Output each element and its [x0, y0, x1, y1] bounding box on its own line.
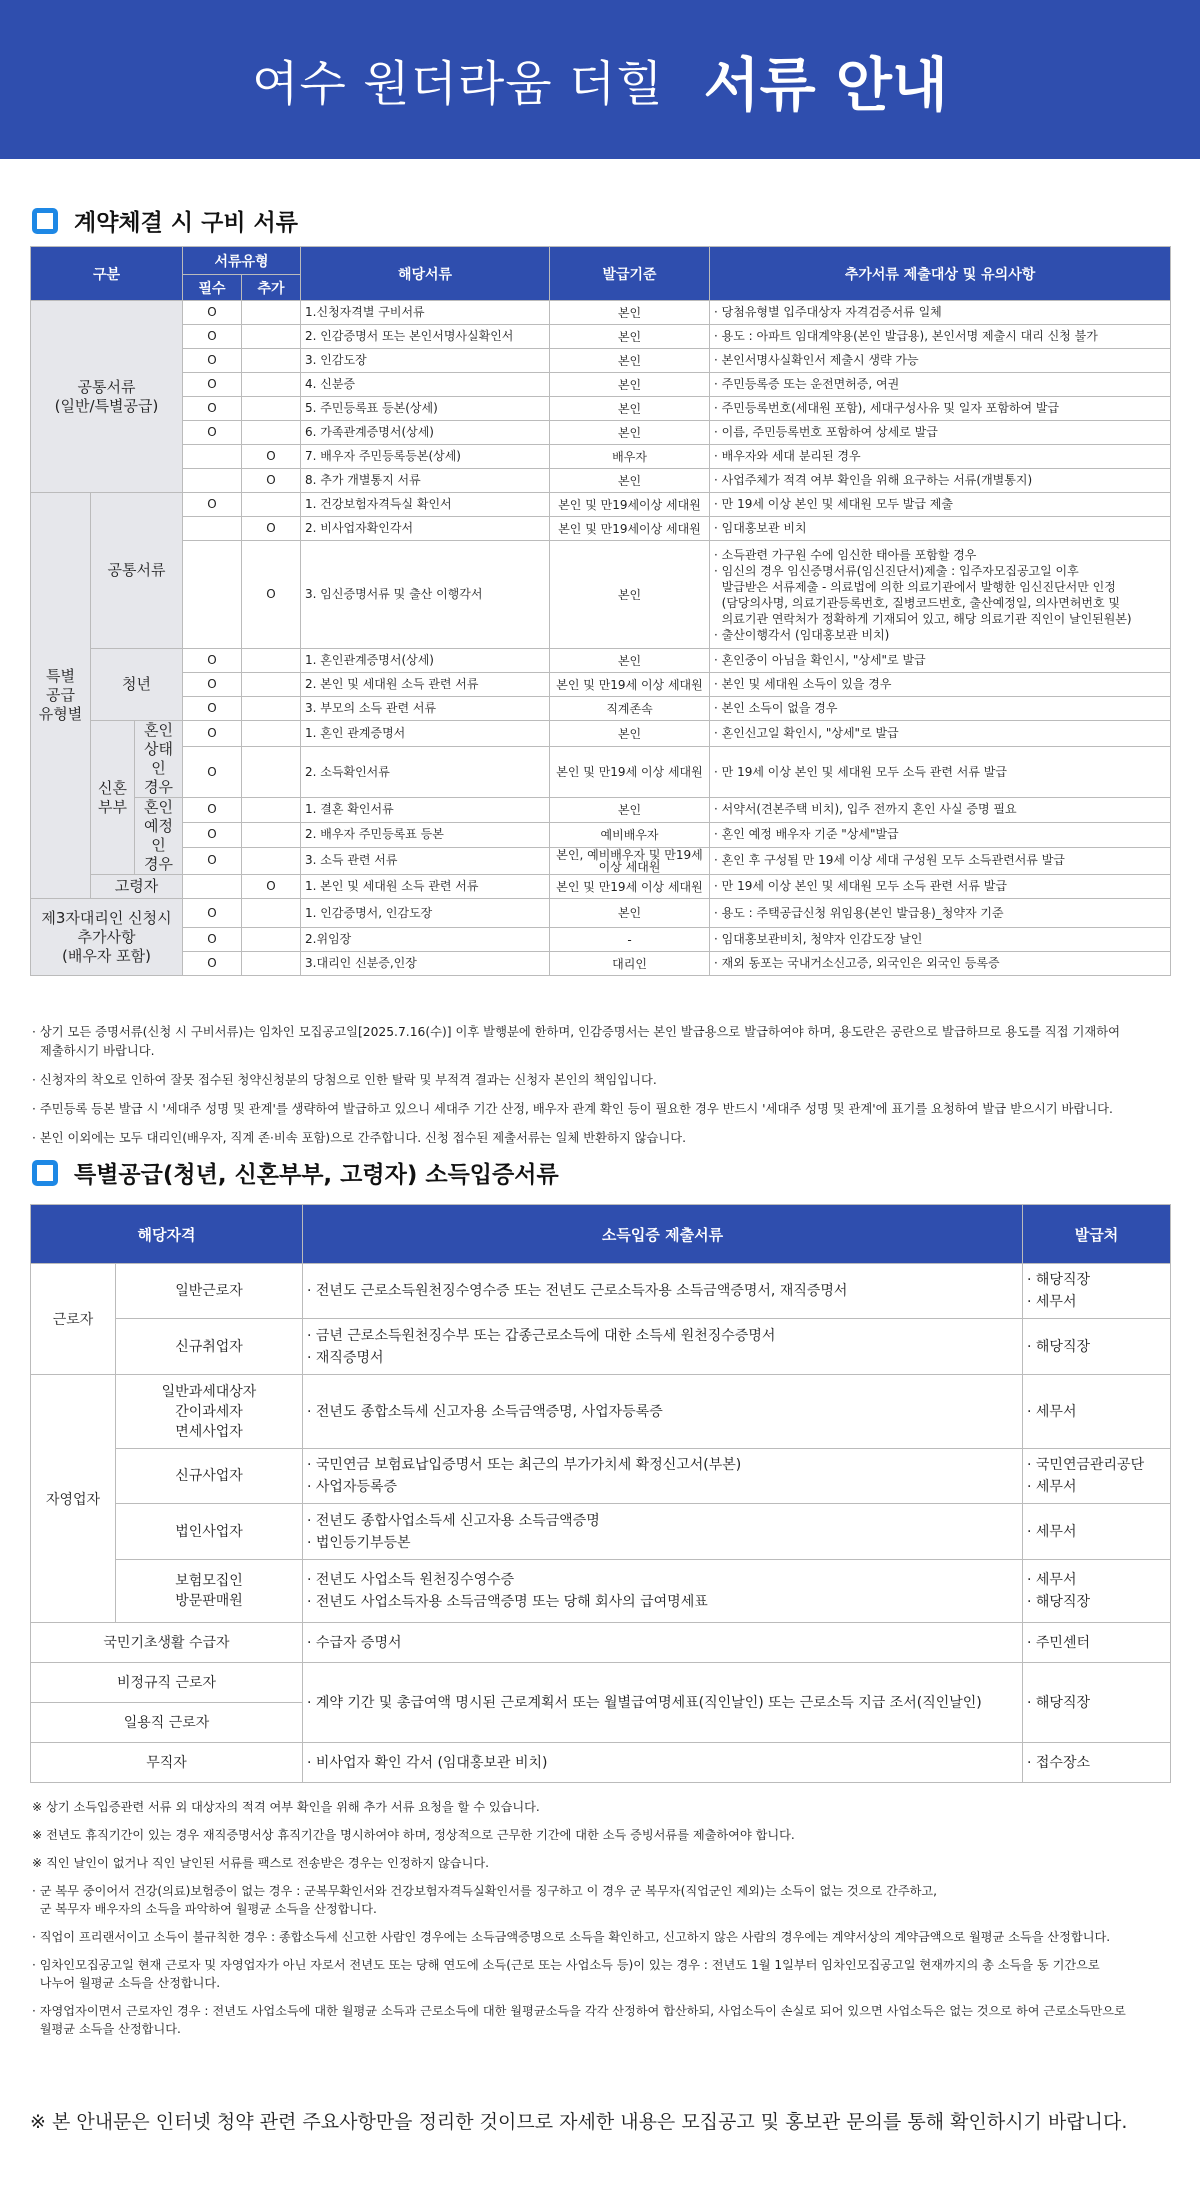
document-name: 4. 신분증: [301, 373, 550, 397]
additional-mark: [242, 928, 301, 952]
document-name: 5. 주민등록표 등본(상세): [301, 397, 550, 421]
table-row: [31, 747, 1171, 798]
additional-mark: [242, 493, 301, 517]
note: · 본인서명사실확인서 제출시 생략 가능: [710, 349, 1171, 373]
doc-line: · 금년 근로소득원천징수부 또는 갑종근로소득에 대한 소득세 원천징수증명서: [307, 1327, 776, 1344]
header-title-bold: 서류 안내: [703, 50, 948, 119]
document-name: 2.위임장: [301, 928, 550, 952]
additional-mark: [242, 397, 301, 421]
required-mark: O: [183, 697, 242, 721]
note: · 사업주체가 적격 여부 확인을 위해 요구하는 서류(개별통지): [710, 469, 1171, 493]
table-row: [31, 649, 1171, 673]
income-documents: [303, 1663, 1023, 1743]
table-row: [31, 721, 1171, 747]
issuing-office: [1023, 1560, 1171, 1623]
header-additional: 추가: [242, 275, 301, 301]
issuer-line: · 세무서: [1027, 1403, 1077, 1420]
required-mark: [183, 875, 242, 899]
group-youth: 청년: [91, 649, 183, 721]
qualification: 일용직 근로자: [31, 1703, 303, 1743]
issuer: 본인: [550, 541, 710, 649]
document-name: 3. 인감도장: [301, 349, 550, 373]
table-row: [31, 1449, 1171, 1504]
income-documents: [303, 1449, 1023, 1504]
note-line: · 상기 모든 증명서류(신청 시 구비서류)는 임차인 모집공고일[2025.7.16(수)] 이후 발행분에 한하며, 인감증명서는 본인 발급용으로 발급하여야 하며, 용도란은 공란으로 발급하므로 용도를 직접 기재하여: [32, 1025, 1120, 1039]
document-name: 7. 배우자 주민등록등본(상세): [301, 445, 550, 469]
issuer-line: · 주민센터: [1027, 1634, 1090, 1651]
qualification: 법인사업자: [116, 1504, 303, 1560]
page-header: [0, 0, 1200, 159]
issuer: 본인: [550, 649, 710, 673]
table-row: [31, 1319, 1171, 1375]
issuer-line: · 해당직장: [1027, 1594, 1090, 1610]
document-name: 1. 결혼 확인서류: [301, 798, 550, 823]
doc-line: · 법인등기부등본: [307, 1534, 411, 1551]
group-newlywed: 신혼 부부: [91, 721, 135, 875]
issuer-line: · 해당직장: [1027, 1338, 1090, 1355]
note-line: · 신청자의 착오로 인하여 잘못 접수된 청약신청분의 당첨으로 인한 탈락 및 부적격 결과는 신청자 본인의 책임입니다.: [32, 1073, 657, 1087]
group-common: 공통서류 (일반/특별공급): [31, 301, 183, 493]
document-name: 2. 본인 및 세대원 소득 관련 서류: [301, 673, 550, 697]
header-doc-type: 서류유형: [183, 247, 301, 275]
group-special-common: 공통서류: [91, 493, 183, 649]
note-line: · 소득관련 가구원 수에 임신한 태아를 포함할 경우: [714, 547, 977, 562]
note: · 배우자와 세대 분리된 경우: [710, 445, 1171, 469]
table-row: [31, 445, 1171, 469]
document-name: 1. 혼인관계증명서(상세): [301, 649, 550, 673]
additional-mark: [242, 952, 301, 976]
table-row: [31, 421, 1171, 445]
note-line: · 주민등록 등본 발급 시 '세대주 성명 및 관계'를 생략하여 발급하고 있으니 세대주 기간 산정, 배우자 관계 확인 등이 필요한 경우 반드시 '세대주 성명 및 관계'에 표기를 요청하여 발급 받으시기 바랍니다.: [32, 1102, 1113, 1116]
qualification: 일반과세대상자 간이과세자 면세사업자: [116, 1375, 303, 1449]
note-line: · 본인 이외에는 모두 대리인(배우자, 직계 존·비속 포함)으로 간주합니다. 신청 접수된 제출서류는 일체 반환하지 않습니다.: [32, 1131, 687, 1145]
group-worker: 근로자: [31, 1264, 116, 1375]
note: · 만 19세 이상 본인 및 세대원 모두 발급 제출: [710, 493, 1171, 517]
issuer: 본인 및 만19세이상 세대원: [550, 493, 710, 517]
checkbox-icon: [32, 208, 58, 234]
group-married: 혼인 상태인 경우: [135, 721, 183, 798]
document-name: 2. 인감증명서 또는 본인서명사실확인서: [301, 325, 550, 349]
note-line: · 출산이행각서 (임대홍보관 비치): [714, 627, 890, 642]
issuing-office: [1023, 1623, 1171, 1663]
group-planned: 혼인 예정인 경우: [135, 798, 183, 875]
additional-mark: O: [242, 445, 301, 469]
income-documents: [303, 1375, 1023, 1449]
section2-title: [32, 1156, 559, 1189]
additional-mark: [242, 325, 301, 349]
issuer: 본인: [550, 721, 710, 747]
income-documents: [303, 1504, 1023, 1560]
document-name: 1. 인감증명서, 인감도장: [301, 899, 550, 928]
document-name: 2. 소득확인서류: [301, 747, 550, 798]
doc-line: · 사업자등록증: [307, 1479, 398, 1495]
doc-line: · 재직증명서: [307, 1349, 384, 1366]
additional-mark: [242, 373, 301, 397]
doc-line: · 계약 기간 및 총급여액 명시된 근로계획서 또는 월별급여명세표(직인날인) 또는 근로소득 지급 조서(직인날인): [307, 1694, 982, 1711]
note-line: 군 복무자 배우자의 소득을 파악하여 월평균 소득을 산정합니다.: [32, 1902, 377, 1916]
table-row: [31, 673, 1171, 697]
doc-line: · 비사업자 확인 각서 (임대홍보관 비치): [307, 1754, 548, 1771]
required-mark: O: [183, 349, 242, 373]
additional-mark: [242, 673, 301, 697]
note-line: · 임신의 경우 임신증명서류(임신진단서)제출 : 입주자모집공고일 이후: [714, 563, 1079, 578]
header-required: 필수: [183, 275, 242, 301]
required-mark: [183, 541, 242, 649]
section2-title-text: 특별공급(청년, 신혼부부, 고령자) 소득입증서류: [74, 1162, 559, 1188]
note-line: · 임차인모집공고일 현재 근로자 및 자영업자가 아닌 자로서 전년도 또는 당해 연도에 소득(근로 또는 사업소득 등)이 있는 경우 : 전년도 1월 1일부터 임차인모집공고일 현재까지의 총 소득을 동 기간으로: [32, 1958, 1100, 1972]
contract-documents-table: [30, 246, 1171, 976]
required-mark: [183, 517, 242, 541]
note: · 서약서(견본주택 비치), 입주 전까지 혼인 사실 증명 필요: [710, 798, 1171, 823]
issuing-office: [1023, 1504, 1171, 1560]
additional-mark: [242, 798, 301, 823]
note-line: 나누어 월평균 소득을 산정합니다.: [32, 1976, 221, 1990]
issuer: 본인: [550, 349, 710, 373]
note-line: 의료기관 연락처가 정확하게 기재되어 있고, 해당 의료기관 직인이 날인된원본): [714, 611, 1132, 626]
table-row: [31, 899, 1171, 928]
additional-mark: [242, 747, 301, 798]
required-mark: O: [183, 325, 242, 349]
additional-mark: [242, 697, 301, 721]
note: · 혼인신고일 확인시, "상세"로 발급: [710, 721, 1171, 747]
table-row: [31, 397, 1171, 421]
note: · 이름, 주민등록번호 포함하여 상세로 발급: [710, 421, 1171, 445]
document-name: 3. 임신증명서류 및 출산 이행각서: [301, 541, 550, 649]
table-row: [31, 1560, 1171, 1623]
note-line: ※ 상기 소득입증관련 서류 외 대상자의 적격 여부 확인을 위해 추가 서류 요청을 할 수 있습니다.: [32, 1800, 540, 1814]
note: [710, 541, 1171, 649]
table-row: [31, 1743, 1171, 1783]
additional-mark: [242, 649, 301, 673]
required-mark: O: [183, 421, 242, 445]
note-line: · 군 복무 중이어서 건강(의료)보험증이 없는 경우 : 군복무확인서와 건강보험자격득실확인서를 징구하고 이 경우 군 복무자(직업군인 제외)는 소득이 없는 것으로 간주하고,: [32, 1884, 938, 1898]
additional-mark: O: [242, 517, 301, 541]
header-issuing-office: 발급처: [1023, 1205, 1171, 1264]
issuer: 본인 및 만19세이상 세대원: [550, 517, 710, 541]
table-row: [31, 493, 1171, 517]
qualification: 보험모집인 방문판매원: [116, 1560, 303, 1623]
footer-notice: ※ 본 안내문은 인터넷 청약 관련 주요사항만을 정리한 것이므로 자세한 내용은 모집공고 및 홍보관 문의를 통해 확인하시기 바랍니다.: [30, 2111, 1128, 2133]
note: · 혼인중이 아님을 확인시, "상세"로 발급: [710, 649, 1171, 673]
issuer: 대리인: [550, 952, 710, 976]
note: · 혼인 예정 배우자 기준 "상세"발급: [710, 822, 1171, 847]
note: · 주민등록번호(세대원 포함), 세대구성사유 및 일자 포함하여 발급: [710, 397, 1171, 421]
issuing-office: [1023, 1375, 1171, 1449]
note-line: 제출하시기 바랍니다.: [32, 1044, 155, 1058]
table-row: [31, 541, 1171, 649]
required-mark: O: [183, 899, 242, 928]
header-document: 해당서류: [301, 247, 550, 301]
table-row: [31, 1375, 1171, 1449]
issuer: 본인, 예비배우자 및 만19세 이상 세대원: [550, 847, 710, 874]
table-row: [31, 1504, 1171, 1560]
issuer-line: · 접수장소: [1027, 1754, 1090, 1771]
issuer: 본인: [550, 301, 710, 325]
income-documents: [303, 1264, 1023, 1319]
income-documents: [303, 1623, 1023, 1663]
table-row: [31, 952, 1171, 976]
required-mark: O: [183, 847, 242, 874]
note: · 임대홍보관비치, 청약자 인감도장 날인: [710, 928, 1171, 952]
table-row: [31, 469, 1171, 493]
note: · 재외 동포는 국내거소신고증, 외국인은 외국인 등록증: [710, 952, 1171, 976]
doc-line: · 전년도 종합사업소득세 신고자용 소득금액증명: [307, 1512, 600, 1529]
additional-mark: [242, 899, 301, 928]
issuer: 본인 및 만19세 이상 세대원: [550, 875, 710, 899]
qualification: 비정규직 근로자: [31, 1663, 303, 1703]
note-line: · 자영업자이면서 근로자인 경우 : 전년도 사업소득에 대한 월평균 소득과 근로소득에 대한 월평균소득을 각각 산정하여 합산하되, 사업소득이 손실로 되어 있으면 사업소득은 없는 것으로 하여 근로소득만으로: [32, 2004, 1126, 2018]
additional-mark: [242, 301, 301, 325]
issuing-office: [1023, 1663, 1171, 1743]
table-row: [31, 798, 1171, 823]
header-income-docs: 소득입증 제출서류: [303, 1205, 1023, 1264]
required-mark: O: [183, 822, 242, 847]
section1-title: [32, 204, 298, 237]
issuer: 본인: [550, 899, 710, 928]
header-qualification: 해당자격: [31, 1205, 303, 1264]
note-line: 월평균 소득을 산정합니다.: [32, 2022, 181, 2036]
doc-line: · 전년도 종합소득세 신고자용 소득금액증명, 사업자등록증: [307, 1403, 663, 1420]
additional-mark: [242, 421, 301, 445]
document-name: 1. 혼인 관계증명서: [301, 721, 550, 747]
checkbox-icon: [32, 1160, 58, 1186]
issuer-line: · 국민연금관리공단: [1027, 1457, 1145, 1473]
note-line: (담당의사명, 의료기관등록번호, 질병코드번호, 출산예정일, 의사면허번호 및: [714, 595, 1121, 610]
note-line: 발급받은 서류제출 - 의료법에 의한 의료기관에서 발행한 임신진단서만 인정: [714, 579, 1116, 594]
note: · 본인 및 세대원 소득이 있을 경우: [710, 673, 1171, 697]
issuer: 배우자: [550, 445, 710, 469]
table-row: [31, 847, 1171, 874]
issuing-office: [1023, 1264, 1171, 1319]
section2-notes: [32, 1798, 1172, 2048]
table-row: [31, 928, 1171, 952]
required-mark: O: [183, 397, 242, 421]
qualification: 신규사업자: [116, 1449, 303, 1504]
additional-mark: [242, 721, 301, 747]
header-title-light: 여수 원더라움 더힐: [252, 56, 664, 112]
table-row: [31, 1663, 1171, 1703]
required-mark: O: [183, 649, 242, 673]
document-name: 3. 부모의 소득 관련 서류: [301, 697, 550, 721]
doc-line: · 전년도 사업소득자용 소득금액증명 또는 당해 회사의 급여명세표: [307, 1594, 708, 1610]
issuer: 본인: [550, 325, 710, 349]
section1-notes: [32, 1022, 1172, 1157]
required-mark: O: [183, 301, 242, 325]
table-row: [31, 697, 1171, 721]
additional-mark: [242, 349, 301, 373]
issuer: 직계존속: [550, 697, 710, 721]
doc-line: · 전년도 근로소득원천징수영수증 또는 전년도 근로소득자용 소득금액증명서, 재직증명서: [307, 1283, 848, 1299]
additional-mark: O: [242, 541, 301, 649]
document-name: 8. 추가 개별통지 서류: [301, 469, 550, 493]
issuing-office: [1023, 1449, 1171, 1504]
issuer: 본인: [550, 373, 710, 397]
qualification: 무직자: [31, 1743, 303, 1783]
required-mark: O: [183, 747, 242, 798]
income-documents: [303, 1560, 1023, 1623]
doc-line: · 전년도 사업소득 원천징수영수증: [307, 1572, 515, 1588]
document-name: 3. 소득 관련 서류: [301, 847, 550, 874]
issuer: 본인 및 만19세 이상 세대원: [550, 747, 710, 798]
issuing-office: [1023, 1319, 1171, 1375]
income-documents: [303, 1743, 1023, 1783]
table-row: [31, 349, 1171, 373]
document-name: 2. 배우자 주민등록표 등본: [301, 822, 550, 847]
header-notes: 추가서류 제출대상 및 유의사항: [710, 247, 1171, 301]
required-mark: O: [183, 493, 242, 517]
section1-title-text: 계약체결 시 구비 서류: [74, 210, 298, 236]
note: · 만 19세 이상 본인 및 세대원 모두 소득 관련 서류 발급: [710, 747, 1171, 798]
note: · 용도 : 주택공급신청 위임용(본인 발급용)_청약자 기준: [710, 899, 1171, 928]
required-mark: O: [183, 928, 242, 952]
note-line: ※ 직인 날인이 없거나 직인 날인된 서류를 팩스로 전송받은 경우는 인정하지 않습니다.: [32, 1856, 489, 1870]
note: · 혼인 후 구성될 만 19세 이상 세대 구성원 모두 소득관련서류 발급: [710, 847, 1171, 874]
note-line: · 직업이 프리랜서이고 소득이 불규칙한 경우 : 종합소득세 신고한 사람인 경우에는 소득금액증명으로 소득을 확인하고, 신고하지 않은 사람의 경우에는 계약서상의 계약금액으로 월평균 소득을 산정합니다.: [32, 1930, 1111, 1944]
required-mark: O: [183, 373, 242, 397]
document-name: 1.신청자격별 구비서류: [301, 301, 550, 325]
issuer-line: · 세무서: [1027, 1294, 1077, 1310]
required-mark: [183, 445, 242, 469]
group-proxy: 제3자대리인 신청시 추가사항 (배우자 포함): [31, 899, 183, 976]
additional-mark: O: [242, 875, 301, 899]
qualification: 신규취업자: [116, 1319, 303, 1375]
additional-mark: O: [242, 469, 301, 493]
issuer: 본인 및 만19세 이상 세대원: [550, 673, 710, 697]
note: · 임대홍보관 비치: [710, 517, 1171, 541]
header-category: 구분: [31, 247, 183, 301]
required-mark: O: [183, 798, 242, 823]
required-mark: [183, 469, 242, 493]
required-mark: O: [183, 952, 242, 976]
note: · 용도 : 아파트 임대계약용(본인 발급용), 본인서명 제출시 대리 신청 불가: [710, 325, 1171, 349]
issuer: 본인: [550, 469, 710, 493]
group-self-employed: 자영업자: [31, 1375, 116, 1623]
issuer-line: · 세무서: [1027, 1479, 1077, 1495]
additional-mark: [242, 822, 301, 847]
group-special: 특별 공급 유형별: [31, 493, 91, 899]
note: · 주민등록증 또는 운전면허증, 여권: [710, 373, 1171, 397]
income-documents-table: [30, 1204, 1171, 1783]
table-row: [31, 301, 1171, 325]
table-row: [31, 1623, 1171, 1663]
table-row: [31, 875, 1171, 899]
required-mark: O: [183, 673, 242, 697]
issuer: 예비배우자: [550, 822, 710, 847]
document-name: 1. 본인 및 세대원 소득 관련 서류: [301, 875, 550, 899]
note: · 만 19세 이상 본인 및 세대원 모두 소득 관련 서류 발급: [710, 875, 1171, 899]
qualification: 국민기초생활 수급자: [31, 1623, 303, 1663]
issuer: 본인: [550, 421, 710, 445]
additional-mark: [242, 847, 301, 874]
table-row: [31, 822, 1171, 847]
issuing-office: [1023, 1743, 1171, 1783]
document-name: 3.대리인 신분증,인장: [301, 952, 550, 976]
header-issuer: 발급기준: [550, 247, 710, 301]
note-line: ※ 전년도 휴직기간이 있는 경우 재직증명서상 휴직기간을 명시하여야 하며, 정상적으로 근무한 기간에 대한 소득 증빙서류를 제출하여야 합니다.: [32, 1828, 795, 1842]
issuer-line: · 해당직장: [1027, 1694, 1090, 1711]
table-row: [31, 373, 1171, 397]
note: · 본인 소득이 없을 경우: [710, 697, 1171, 721]
doc-line: · 수급자 증명서: [307, 1634, 402, 1651]
issuer: -: [550, 928, 710, 952]
table-row: [31, 325, 1171, 349]
issuer-line: · 해당직장: [1027, 1272, 1090, 1288]
issuer: 본인: [550, 397, 710, 421]
table-row: [31, 1264, 1171, 1319]
group-elderly: 고령자: [91, 875, 183, 899]
document-name: 6. 가족관계증명서(상세): [301, 421, 550, 445]
note: · 당첨유형별 입주대상자 자격검증서류 일체: [710, 301, 1171, 325]
table-row: [31, 517, 1171, 541]
issuer-line: · 세무서: [1027, 1523, 1077, 1540]
document-name: 1. 건강보험자격득실 확인서: [301, 493, 550, 517]
required-mark: O: [183, 721, 242, 747]
qualification: 일반근로자: [116, 1264, 303, 1319]
doc-line: · 국민연금 보험료납입증명서 또는 최근의 부가가치세 확정신고서(부본): [307, 1457, 742, 1473]
issuer-line: · 세무서: [1027, 1572, 1077, 1588]
income-documents: [303, 1319, 1023, 1375]
issuer: 본인: [550, 798, 710, 823]
document-name: 2. 비사업자확인각서: [301, 517, 550, 541]
